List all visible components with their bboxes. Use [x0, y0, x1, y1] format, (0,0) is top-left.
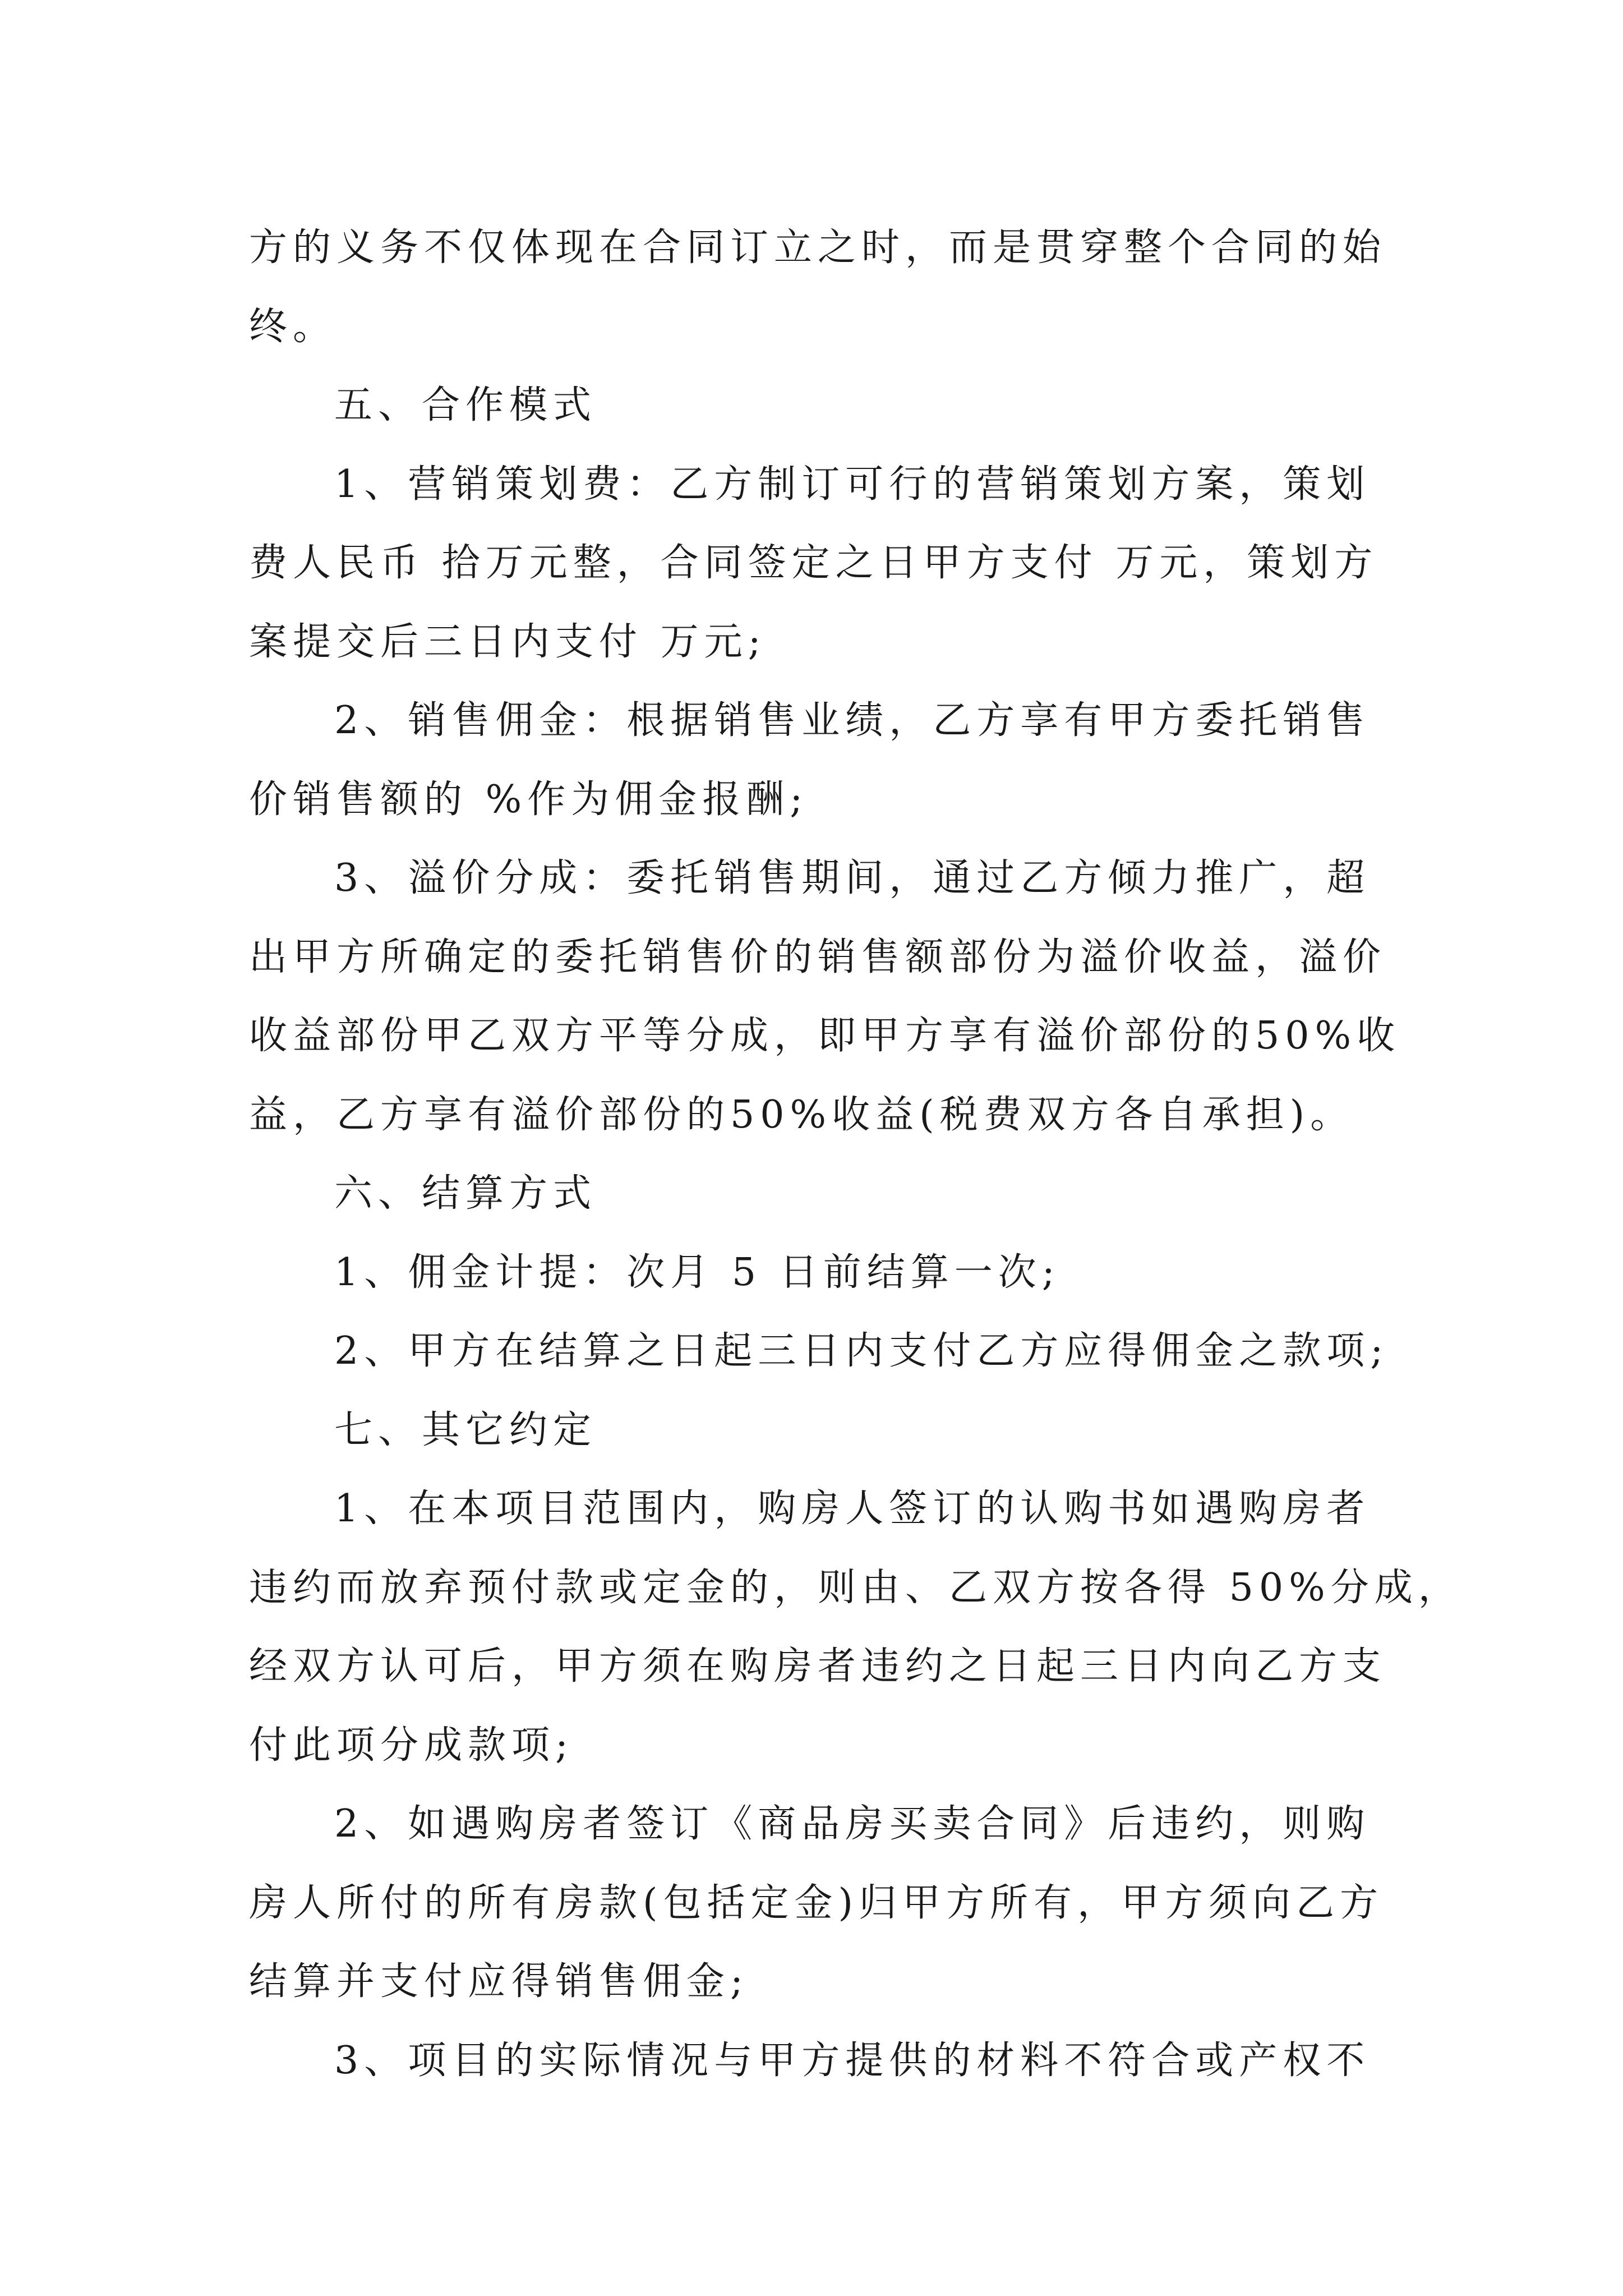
text-line: 1、营销策划费：乙方制订可行的营销策划方案，策划 [334, 462, 1371, 507]
text-line: 费人民币 拾万元整，合同签定之日甲方支付 万元，策划方 [249, 541, 1378, 585]
text-line: 3、溢价分成：委托销售期间，通过乙方倾力推广，超 [334, 856, 1371, 900]
document-body [249, 209, 1462, 2100]
text-line: 2、甲方在结算之日起三日内支付乙方应得佣金之款项; [334, 1329, 1389, 1373]
text-line: 1、佣金计提：次月 5 日前结算一次; [334, 1250, 1061, 1295]
text-line: 3、项目的实际情况与甲方提供的材料不符合或产权不 [334, 2038, 1371, 2083]
text-line: 出甲方所确定的委托销售价的销售额部份为溢价收益，溢价 [249, 935, 1387, 979]
text-line: 房人所付的所有房款(包括定金)归甲方所有，甲方须向乙方 [249, 1880, 1384, 1925]
text-line: 2、销售佣金：根据销售业绩，乙方享有甲方委托销售 [334, 698, 1371, 743]
text-line: 违约而放弃预付款或定金的，则由、乙双方按各得 50%分成， [249, 1565, 1462, 1610]
text-line: 付此项分成款项; [249, 1723, 574, 1768]
text-line: 2、如遇购房者签订《商品房买卖合同》后违约，则购 [334, 1802, 1371, 1846]
text-line: 结算并支付应得销售佣金; [249, 1959, 749, 2004]
text-line: 六、结算方式 [334, 1171, 597, 1216]
text-line: 经双方认可后，甲方须在购房者违约之日起三日内向乙方支 [249, 1644, 1387, 1688]
text-line: 方的义务不仅体现在合同订立之时，而是贯穿整个合同的始 [249, 226, 1387, 270]
text-line: 1、在本项目范围内，购房人签订的认购书如遇购房者 [334, 1487, 1371, 1531]
text-line: 益，乙方享有溢价部份的50%收益(税费双方各自承担)。 [249, 1092, 1354, 1137]
text-line: 价销售额的 %作为佣金报酬; [249, 777, 809, 822]
text-line: 收益部份甲乙双方平等分成，即甲方享有溢价部份的50%收 [249, 1014, 1401, 1058]
text-line: 案提交后三日内支付 万元; [249, 619, 767, 664]
text-line: 五、合作模式 [334, 383, 597, 427]
text-line: 终。 [249, 304, 337, 349]
text-line: 七、其它约定 [334, 1407, 597, 1452]
